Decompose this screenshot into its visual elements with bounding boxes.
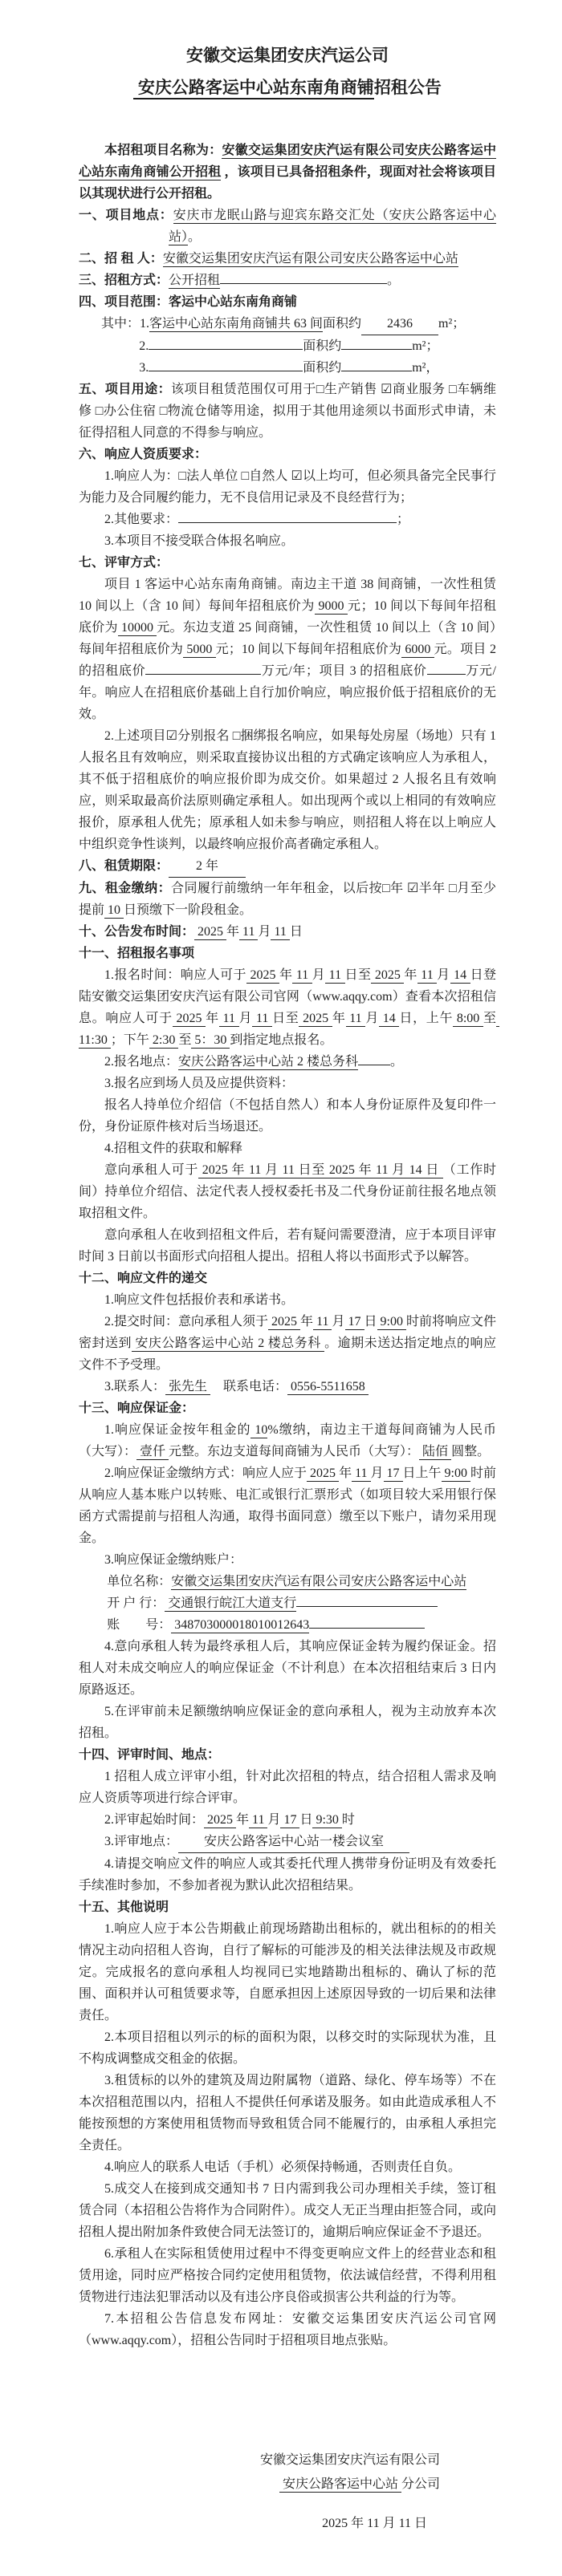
text-segment: 日预缴下一阶段租金。: [124, 903, 253, 917]
text-segment: 10: [250, 1423, 268, 1437]
text-segment: 十一、招租报名事项: [79, 947, 195, 960]
text-segment: 五、项目用途：: [79, 383, 172, 396]
text-segment: 11: [292, 968, 312, 982]
text-segment: 十二、响应文件的递交: [79, 1272, 208, 1285]
text-segment: 1.报名时间：响应人可于: [104, 968, 247, 982]
text-segment: 安徽交运集团安庆汽运有限公司: [259, 2453, 440, 2467]
text-segment: 面积约: [323, 317, 362, 331]
doc-title-line-2: [79, 72, 496, 104]
text-segment: 联系电话：: [210, 1380, 288, 1393]
section-15-heading: [79, 1897, 496, 1918]
text-segment: 2.响应保证金缴纳方式：响应人应于: [104, 1466, 307, 1480]
signature-company: [79, 2448, 496, 2473]
text-segment: 客运中心站东南角商铺共 63 间: [149, 317, 324, 331]
text-segment: （工作时间）持单位介绍信、法定代表人授权委托书及二代身份证前往报名地点领取招租文件。: [79, 1163, 496, 1220]
account-bank: [107, 1592, 496, 1614]
text-segment: 元。项目 2 的招租底价: [79, 643, 499, 678]
text-segment: m²，: [412, 361, 439, 375]
text-segment: 2.报名地点：: [104, 1055, 179, 1069]
text-segment: 9:30: [312, 1813, 342, 1827]
text-segment: 月: [365, 1012, 380, 1025]
signature-branch: [79, 2473, 496, 2497]
text-segment: 11: [252, 1012, 273, 1025]
account-number: [107, 1614, 496, 1636]
text-segment: 2025: [204, 1813, 237, 1827]
other-6: [79, 2243, 496, 2308]
text-segment: 八、租赁期限：: [79, 859, 169, 873]
text-segment: 月: [370, 1466, 384, 1480]
text-segment: 3.: [139, 361, 149, 375]
section-13-heading: [79, 1398, 496, 1419]
scope-item-3: [139, 357, 496, 379]
other-3: [79, 2070, 496, 2156]
signup-place: [79, 1051, 496, 1073]
text-segment: 三、招租方式：: [79, 274, 169, 287]
text-segment: 客运中心站东南角商铺: [169, 295, 298, 309]
doc-title-line-1: [79, 40, 496, 72]
text-segment: 17: [383, 1466, 403, 1480]
doc-clarify-body: [79, 1224, 496, 1268]
text-segment: 11: [313, 1315, 332, 1329]
document-body: [79, 40, 499, 2351]
text-segment: 一、项目地点：: [79, 209, 173, 222]
text-segment: 1 招租人成立评审小组，针对此次招租的特点，结合招租人需求及响应人资质等项进行综合评审。: [79, 1770, 496, 1805]
text-segment: 1.响应人应于本公告期截止前现场踏勘出租标的，就出租标的的相关情况主动向招租人咨询，自行了解标的可能涉及的相关法律法规及市政规定。完成报名的意向承租人均视同已实地踏勘出租标的、确认了标的范围、面积并认可租赁要求等，自愿承担因上述原因导致的一切后果和法律责任。: [79, 1922, 496, 2022]
section-8-term: [79, 855, 496, 878]
text-segment: 3.本项目不接受联合体报名响应。: [104, 534, 295, 548]
review-method-1: [79, 574, 499, 725]
text-segment: 日至: [344, 968, 372, 982]
text-segment: 安徽交运集团安庆汽运有限公司安庆公路客运中心站: [162, 252, 458, 266]
text-segment: 日上午: [402, 1466, 442, 1480]
section-12-heading: [79, 1268, 496, 1289]
text-segment: 14: [450, 968, 470, 982]
text-segment: 年: [332, 1012, 346, 1025]
fill-in-blank: [145, 674, 261, 675]
text-segment: 10000: [117, 621, 157, 635]
text-segment: 4.请提交响应文件的响应人或其委托代理人携带身份证明及有效委托手续准时参加，不参加者视为默认此次招租结果。: [79, 1857, 496, 1892]
section-14-heading: [79, 1744, 496, 1766]
review-attend: [79, 1853, 496, 1897]
text-segment: 1.响应保证金按年租金的: [104, 1423, 251, 1437]
text-segment: 招租公告: [373, 79, 442, 97]
section-3-method: [79, 270, 496, 291]
section-9-rent-payment: [79, 878, 496, 921]
text-segment: 3.评审地点：: [104, 1835, 179, 1848]
text-segment: 开 户 行：: [107, 1596, 165, 1610]
text-segment: ；: [397, 513, 410, 526]
text-segment: ，该项目已具备招租条件，现面对社会将该项目以其现状进行公开招租。: [79, 165, 496, 201]
text-segment: 2025: [246, 968, 279, 982]
text-segment: 月: [238, 1012, 253, 1025]
text-segment: 报名人持单位介绍信（不包括自然人）和本人身份证原件及复印件一份，身份证原件核对后当场退还。: [79, 1098, 496, 1134]
text-segment: 2436: [361, 313, 438, 335]
text-segment: 9:00: [377, 1315, 406, 1329]
fill-in-blank: [220, 283, 387, 284]
text-segment: 5：30: [191, 1033, 230, 1047]
text-segment: 3.租赁标的以外的建筑及周边附属物（道路、绿化、停车场等）不在本次招租范围以内，招租人不提供任何承诺及服务。如由此造成承租人不能按预想的方案使用租赁物而导致租赁合同不能履行的，由承租人承担完全责任。: [79, 2074, 496, 2152]
doc-obtain-body: [79, 1159, 496, 1224]
text-segment: 11: [345, 1012, 366, 1025]
text-segment: 11:30: [79, 1012, 499, 1047]
text-segment: 分公司: [401, 2477, 440, 2491]
scope-item-1: [101, 313, 496, 335]
text-segment: 张先生: [165, 1380, 211, 1393]
text-segment: 1.响应文件包括报价表和承诺书。: [104, 1293, 295, 1307]
text-segment: 8:00: [453, 1012, 483, 1025]
text-segment: 4.响应人的联系人电话（手机）必须保持畅通，否则责任自负。: [104, 2160, 462, 2174]
text-segment: 年: [279, 968, 293, 982]
section-7-heading: [79, 552, 496, 574]
other-7: [79, 2308, 496, 2351]
text-segment: 九、租金缴纳：: [79, 882, 172, 895]
fill-in-blank: [149, 349, 303, 350]
text-segment: 月: [267, 1813, 281, 1827]
section-10-announce-date: [79, 921, 496, 943]
deposit-1: [79, 1419, 496, 1462]
text-segment: 月: [437, 968, 450, 982]
text-segment: 时前从响应人基本账户以转账、电汇或银行汇票形式（如项目较大采用银行保函方式需提前与招租人沟通，取得书面同意）缴至以下账户，请勿采用现金。: [79, 1466, 497, 1545]
text-segment: 2025: [194, 925, 227, 939]
text-segment: 日，上午: [399, 1012, 454, 1025]
scope-item-2: [139, 335, 496, 357]
signature-block: [79, 2448, 496, 2534]
text-segment: 11: [352, 1466, 371, 1480]
qualification-3: [79, 530, 496, 552]
text-segment: 1.响应人为：□法人单位 □自然人 ☑以上均可，但必须具备完全民事行为能力及合同履约能力，无不良信用记录及不良经营行为；: [79, 469, 496, 505]
other-4: [79, 2156, 496, 2178]
text-segment: 11: [218, 1012, 239, 1025]
text-segment: 2025: [268, 1315, 301, 1329]
text-segment: 年: [300, 1315, 314, 1329]
text-segment: 意向承租人可于: [104, 1163, 199, 1177]
qualification-1: [79, 465, 496, 509]
text-segment: 元整。东边支道每间商铺为人民币（大写）：: [169, 1445, 420, 1458]
text-segment: 6000: [401, 643, 434, 656]
text-segment: 4.意向承租人转为最终承租人后，其响应保证金转为履约保证金。招租人对未成交响应人的响应保证金（不计利息）在本次招租结束后 3 日内原路返还。: [79, 1640, 496, 1697]
signup-materials-heading: [79, 1073, 496, 1094]
fill-in-blank: [296, 1606, 438, 1607]
text-segment: 3.响应保证金缴纳账户：: [104, 1553, 243, 1567]
fill-in-blank: [178, 522, 397, 523]
intro-paragraph: [79, 140, 496, 205]
text-segment: 日: [364, 1315, 377, 1329]
text-segment: 面积约: [303, 339, 342, 353]
text-segment: 11: [271, 925, 290, 939]
text-segment: 元；10 间以下每间年招租底价为: [79, 599, 496, 635]
text-segment: 元；10 间以下每间年招租底价为: [215, 643, 402, 656]
text-segment: 2.评审起始时间：: [104, 1813, 205, 1827]
text-segment: 2025 年 11 月 11 日至 2025 年 11 月 14 日: [198, 1163, 443, 1177]
text-segment: 意向承租人在收到招租文件后，若有疑问需要澄清，应于本项目评审时间 3 日前以书面形式向招租人提出。招租人将以书面形式予以解答。: [79, 1228, 496, 1264]
section-11-heading: [79, 943, 496, 964]
text-segment: 公开招租: [169, 274, 221, 287]
deposit-4: [79, 1636, 496, 1701]
text-segment: 348703000018010012643: [171, 1618, 310, 1632]
text-segment: 11: [417, 968, 438, 982]
text-segment: 月: [258, 925, 271, 939]
text-segment: 至: [178, 1033, 192, 1047]
text-segment: 2 年: [169, 855, 246, 878]
text-segment: 壹仟: [136, 1445, 169, 1458]
signup-materials-body: [79, 1094, 496, 1138]
fill-in-blank: [309, 1628, 425, 1629]
response-docs: [79, 1289, 496, 1311]
text-segment: 14: [379, 1012, 400, 1025]
text-segment: 日: [289, 925, 303, 939]
text-segment: 七、评审方式：: [79, 556, 169, 570]
text-segment: 2025: [172, 1012, 206, 1025]
text-segment: 年: [206, 1012, 219, 1025]
text-segment: 11: [325, 968, 345, 982]
deposit-2: [79, 1462, 496, 1549]
submit-time: [79, 1311, 496, 1376]
text-segment: 。: [390, 1055, 404, 1069]
text-segment: 二、招 租 人：: [79, 252, 163, 266]
text-segment: 安庆公路客运中心站一楼会议室: [178, 1831, 409, 1853]
text-segment: 2.: [139, 339, 149, 353]
text-segment: 日登陆安徽交运集团安庆汽运有限公司官网（www.aqqy.com）查看本次招租信息。响应人可于: [79, 968, 497, 1025]
text-segment: 安庆市龙眠山路与迎宾东路交汇处（安庆公路客运中心站）: [169, 209, 496, 244]
section-5-usage: [79, 379, 496, 444]
text-segment: 2.其他要求：: [104, 513, 179, 526]
qualification-2: [79, 509, 496, 530]
text-segment: 万元/年；项目 3 的招租底价: [261, 664, 427, 678]
text-segment: 陆佰: [419, 1445, 452, 1458]
text-segment: 2.提交时间：意向承租人须于: [104, 1315, 269, 1329]
text-segment: 7.本招租公告信息发布网址：安徽交运集团安庆汽运公司官网（www.aqqy.com），招租公告同时于招租项目地点张贴。: [79, 2312, 496, 2347]
text-segment: 6.承租人在实际租赁使用过程中不得变更响应文件上的经营业态和租赁用途，同时应严格按合同约定使用租赁物，依法诚信经营，不得利用租赁物进行违法犯罪活动以及有违公序良俗或损害公共利益的行为等。: [79, 2247, 496, 2304]
text-segment: 年: [236, 1813, 250, 1827]
review-panel: [79, 1766, 496, 1809]
text-segment: 本招租项目名称为：: [104, 144, 222, 157]
text-segment: 时: [341, 1813, 355, 1827]
text-segment: 9000: [314, 599, 348, 613]
text-segment: 至: [483, 1012, 496, 1025]
text-segment: 2025: [371, 968, 405, 982]
text-segment: 2.本项目招租以列示的标的面积为限，以移交时的实际现状为准，且不构成调整成交租金的依据。: [79, 2030, 496, 2066]
text-segment: 万元/年。响应人在招租底价基础上自行加价响应，响应报价低于招租底价的无效。: [79, 664, 496, 721]
text-segment: 安庆公路客运中心站 2 楼总务科: [178, 1055, 359, 1069]
text-segment: 10: [104, 903, 124, 917]
doc-obtain-heading: [79, 1138, 496, 1159]
text-segment: 2:30: [149, 1033, 179, 1047]
text-segment: 单位名称：: [107, 1575, 172, 1588]
text-segment: 3.联系人：: [104, 1380, 166, 1393]
account-company: [107, 1571, 496, 1592]
text-segment: 四、项目范围：: [79, 295, 169, 309]
text-segment: 安徽交运集团安庆汽运有限公司安庆公路客运中心站东南角商铺公开招租: [79, 144, 496, 179]
text-segment: m²；: [438, 317, 466, 331]
other-1: [79, 1918, 496, 2026]
text-segment: m²；: [412, 339, 439, 353]
section-2-lessor: [79, 248, 496, 270]
section-1-location: [79, 205, 496, 248]
signature-date: [79, 2513, 496, 2534]
contact-line: [79, 1376, 496, 1398]
text-segment: 9:00: [441, 1466, 470, 1480]
text-segment: %缴纳，南边主干道每间商铺为人民币（大写）：: [79, 1423, 496, 1458]
text-segment: 11: [249, 1813, 268, 1827]
text-segment: 0556-5511658: [287, 1380, 369, 1393]
text-segment: 到指定地点报名。: [230, 1033, 333, 1047]
text-segment: 日: [299, 1813, 313, 1827]
text-segment: 。: [188, 230, 202, 244]
other-5: [79, 2178, 496, 2243]
text-segment: 。: [387, 274, 401, 287]
section-6-heading: [79, 444, 496, 465]
section-4-scope: [79, 291, 496, 313]
text-segment: 年: [404, 968, 417, 982]
text-segment: 3.报名应到场人员及应提供资料：: [104, 1077, 295, 1090]
text-segment: 元。东边支道 25 间商铺，一次性租赁 10 间以上（含 10 间）每间年招租底价为: [79, 621, 496, 656]
text-segment: 安徽交运集团安庆汽运有限公司安庆公路客运中心站: [171, 1575, 467, 1588]
text-segment: 11: [239, 925, 259, 939]
deposit-5: [79, 1701, 496, 1744]
text-segment: 该项目租赁范围仅可用于□生产销售 ☑商业服务 □车辆维修 □办公住宿 □物流仓储等用途，拟用于其他用途须以书面形式申请，未征得招租人同意的不得参与响应。: [79, 383, 496, 440]
text-segment: 年: [226, 925, 240, 939]
text-segment: 十四、评审时间、地点：: [79, 1748, 221, 1762]
text-segment: 2025: [299, 1012, 332, 1025]
text-segment: 十三、响应保证金：: [79, 1402, 195, 1415]
text-segment: 月: [312, 968, 326, 982]
text-segment: 日至: [272, 1012, 299, 1025]
text-segment: 17: [280, 1813, 300, 1827]
text-segment: 项目 1 客运中心站东南角商铺。南边主干道 38 间商铺，一次性租赁 10 间以上（含 10 间）每间年招租底价为: [79, 578, 499, 613]
review-place: [79, 1831, 496, 1853]
text-segment: 5000: [183, 643, 216, 656]
text-segment: 十五、其他说明: [79, 1901, 169, 1914]
text-segment: 交通银行皖江大道支行: [165, 1596, 297, 1610]
text-segment: 安庆公路客运中心站 2 楼总务科: [131, 1337, 325, 1350]
text-segment: 。逾期未送达指定地点的响应文件不予受理。: [79, 1337, 496, 1372]
text-segment: 2.上述项目☑分别报名 □捆绑报名响应，如果每处房屋（场地）只有 1 人报名且有效响应，则采取直接协议出租的方式确定该响应人为承租人，其不低于招租底价的响应报价即为成交价。如果超过 2 人报名且有效响应，则采取最高价法原则确定承租人。如出现两个或以上相同的有效响应报价，原承租人优先；原承租人如未参与响应，则招租人将在以上响应人中组织竞争性谈判，以最终响应报价高者确定承租人。: [79, 729, 499, 851]
text-segment: 面积约: [303, 361, 342, 375]
other-2: [79, 2026, 496, 2070]
text-segment: 安庆公路客运中心站东南角商铺: [133, 79, 374, 99]
text-segment: 账 号：: [107, 1618, 172, 1632]
text-segment: 圆整。: [451, 1445, 491, 1458]
text-segment: 月: [332, 1315, 345, 1329]
text-segment: 其中：1.: [101, 317, 150, 331]
text-segment: 十、公告发布时间：: [79, 925, 195, 939]
fill-in-blank: [427, 674, 466, 675]
text-segment: 时前将响应文件密封送到: [79, 1315, 496, 1350]
text-segment: 17: [344, 1315, 364, 1329]
text-segment: 2025: [307, 1466, 340, 1480]
review-method-2: [79, 725, 499, 855]
review-start-time: [79, 1809, 496, 1831]
text-segment: 5.在评审前未足额缴纳响应保证金的意向承租人，视为主动放弃本次招租。: [79, 1705, 496, 1740]
text-segment: ；下午: [110, 1033, 149, 1047]
text-segment: 合同履行前缴纳一年年租金，以后按□年 ☑半年 □月至少提前: [79, 882, 496, 917]
text-segment: 5.成交人在接到成交通知书 7 日内需到我公司办理相关手续，签订租赁合同（本招租公告将作为合同附件）。成交人无正当理由拒签合同，或向招租人提出附加条件致使合同无法签订的，逾期后响应保证金不予退还。: [79, 2182, 497, 2239]
text-segment: 4.招租文件的获取和解释: [104, 1142, 243, 1155]
text-segment: 安庆公路客运中心站: [279, 2477, 401, 2491]
text-segment: 年: [339, 1466, 352, 1480]
fill-in-blank: [341, 349, 412, 350]
text-segment: 六、响应人资质要求：: [79, 448, 208, 461]
text-segment: 安徽交运集团安庆汽运公司: [186, 47, 389, 65]
text-segment: 2025 年 11 月 11 日: [322, 2517, 427, 2530]
deposit-3-heading: [79, 1549, 496, 1571]
signup-time: [79, 964, 499, 1051]
